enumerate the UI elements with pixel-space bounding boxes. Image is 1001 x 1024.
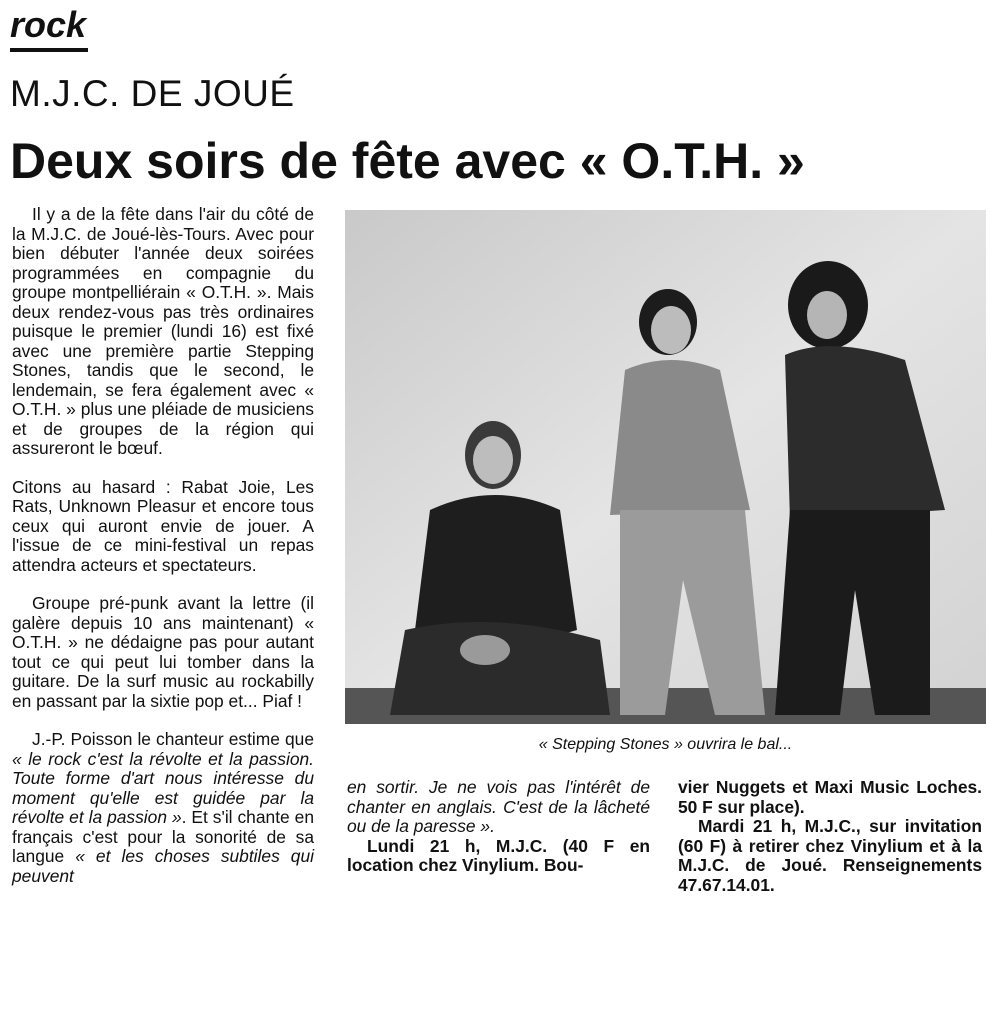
paragraph: Groupe pré-punk avant la lettre (il galère depuis 10 ans maintenant) « O.T.H. » ne dédaigne pas pour autant tout ce qui peut lui tomber dans la guitare. De la surf music au rockabilly en passant par la sixtie pop et... Piaf ! — [12, 593, 314, 711]
headline: Deux soirs de fête avec « O.T.H. » — [10, 133, 805, 189]
practical-info: Lundi 21 h, M.J.C. (40 F en location chez Vinylium. Bou- — [347, 835, 650, 875]
paragraph: en sortir. Je ne vois pas l'intérêt de chanter en anglais. C'est de la lâcheté ou de la paresse ». — [347, 777, 650, 836]
paragraph: Il y a de la fête dans l'air du côté de la M.J.C. de Joué-lès-Tours. Avec pour bien débuter l'année deux soirées programmées en compagnie du groupe montpelliérain « O.T.H. ». Mais deux rendez-vous pas très ordinaires puisque le premier (lundi 16) est fixé avec une première partie Stepping Stones, tandis que le second, le lendemain, se fera également avec « O.T.H. » plus une pléiade de musiciens et de groupes de la région qui assureront le bœuf. — [12, 204, 314, 458]
section-rubric: rock — [10, 2, 88, 52]
article-column-3 — [678, 778, 982, 914]
article-column-2 — [347, 778, 650, 895]
kicker-title: M.J.C. DE JOUÉ — [10, 73, 295, 114]
text-run: J.-P. Poisson le chanteur estime que — [32, 729, 314, 749]
practical-info: Mardi 21 h, M.J.C., sur invitation (60 F) à retirer chez Vinylium et à la M.J.C. de Joué. Renseignements 47.67.14.01. — [678, 816, 982, 895]
band-photo-illustration — [345, 210, 986, 724]
photo-caption: « Stepping Stones » ouvrira le bal... — [538, 736, 793, 753]
quote: « le rock c'est la révolte et la passion. Toute forme d'art nous intéresse du moment qu'elle est guidée par la révolte et la passion » — [12, 748, 314, 827]
article-column-1 — [12, 205, 314, 905]
paragraph — [12, 730, 314, 886]
practical-info: vier Nuggets et Maxi Music Loches. 50 F sur place). — [678, 777, 982, 817]
text-run: . Et s'il chante en français c'est pour la sonorité de sa langue — [12, 807, 314, 866]
quote: « et les choses subtiles qui peuvent — [12, 846, 314, 886]
paragraph: Citons au hasard : Rabat Joie, Les Rats, Unknown Pleasur et encore tous ceux qui auront envie de jouer. A l'issue de ce mini-festival un repas attendra acteurs et spectateurs. — [12, 476, 314, 575]
band-photo — [345, 210, 986, 724]
